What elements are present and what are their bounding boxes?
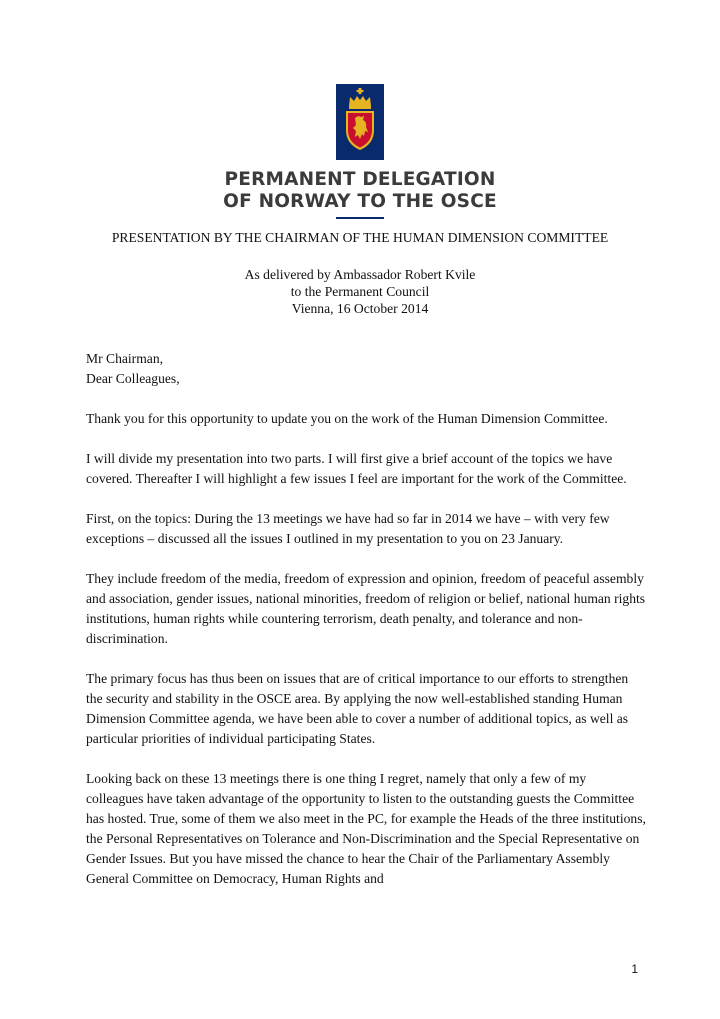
document-body <box>86 349 646 909</box>
paragraph: The primary focus has thus been on issues that are of critical importance to our efforts to strengthen the security and stability in the OSCE area. By applying the now well-established standing Human Dimension Committee agenda, we have been able to cover a number of additional topics, as well as particular priorities of individual participating States. <box>86 671 629 746</box>
paragraph: Thank you for this opportunity to update you on the work of the Human Dimension Committee. <box>86 411 608 426</box>
paragraph: They include freedom of the media, freedom of expression and opinion, freedom of peaceful assembly and association, gender issues, national minorities, freedom of religion or belief, national human rights institutions, human rights while countering terrorism, death penalty, and tolerance and non-discrimination. <box>86 571 646 646</box>
document-title: PRESENTATION BY THE CHAIRMAN OF THE HUMAN DIMENSION COMMITTEE <box>111 230 609 245</box>
document-subtitle <box>0 266 720 317</box>
salutation-line: Dear Colleagues, <box>86 371 180 386</box>
delivered-by: As delivered by Ambassador Robert Kvile <box>244 267 476 282</box>
delegation-logo <box>0 84 720 219</box>
logo-underline <box>336 217 384 219</box>
salutation <box>86 349 646 389</box>
audience: to the Permanent Council <box>290 284 430 299</box>
org-line-2: OF NORWAY TO THE OSCE <box>223 191 497 212</box>
organization-name <box>0 169 720 213</box>
salutation-line: Mr Chairman, <box>86 351 164 366</box>
paragraph: First, on the topics: During the 13 meetings we have had so far in 2014 we have – with very few exceptions – discussed all the issues I outlined in my presentation to you on 23 January. <box>86 511 610 546</box>
org-line-1: PERMANENT DELEGATION <box>224 169 496 190</box>
paragraph: Looking back on these 13 meetings there is one thing I regret, namely that only a few of my colleagues have taken advantage of the opportunity to listen to the outstanding guests the Committee has hosted. True, some of them we also meet in the PC, for example the Heads of the three institutions, the Personal Representatives on Tolerance and Non-Discrimination and the Special Representative on Gender Issues. But you have missed the chance to hear the Chair of the Parliamentary Assembly General Committee on Democracy, Human Rights and <box>86 771 646 886</box>
coat-of-arms-banner <box>336 84 384 160</box>
page-number: 1 <box>631 962 638 976</box>
place-date: Vienna, 16 October 2014 <box>291 301 429 316</box>
norway-coat-of-arms-icon <box>342 88 378 152</box>
paragraph: I will divide my presentation into two parts. I will first give a brief account of the topics we have covered. Thereafter I will highlight a few issues I feel are important for the work of the Committee. <box>86 451 627 486</box>
